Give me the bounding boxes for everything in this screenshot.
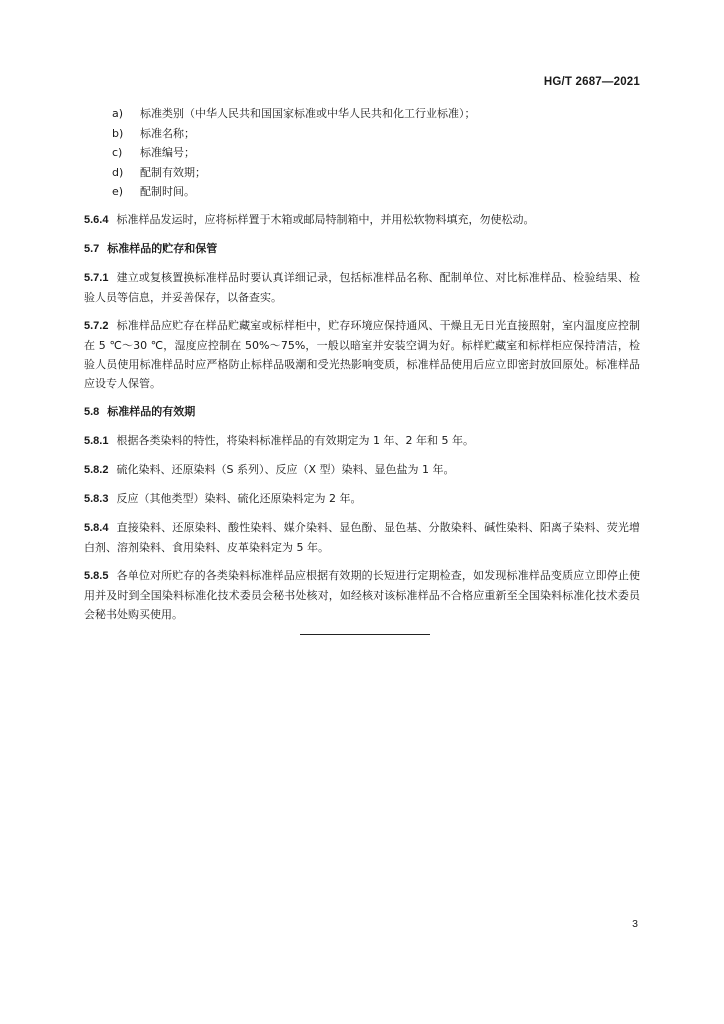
page-number: 3 [632, 918, 638, 930]
clause-number: 5.8.4 [84, 521, 109, 534]
list-item [84, 163, 640, 183]
section-number: 5.8 [84, 405, 100, 418]
list-item [84, 124, 640, 144]
clause-text: 反应（其他类型）染料、硫化还原染料定为 2 年。 [116, 491, 362, 505]
list-item [84, 182, 640, 202]
list-item-mark: e) [112, 185, 124, 198]
clause-text: 硫化染料、还原染料（S 系列）、反应（X 型）染料、显色盐为 1 年。 [116, 462, 455, 476]
clause-number: 5.7.1 [84, 271, 109, 284]
list-item-text: 配制时间。 [140, 185, 195, 198]
list-item-text: 标准编号； [140, 146, 195, 159]
clause-5-8-5 [84, 566, 640, 624]
list-item-text: 标准名称； [140, 126, 195, 140]
list-item [84, 143, 640, 163]
clause-text: 标准样品应贮存在样品贮藏室或标样柜中，贮存环境应保持通风、干燥且无日光直接照射，室内温度应控制在 5 ℃～30 ℃，湿度应控制在 50%～75%，一般以暗室并安装空调为好。标样贮藏室和标样柜应保持清洁，检验人员使用标准样品时应严格防止标样品吸潮和受光热影响变质，标准样品使用后应立即密封放回原处。标准样品应设专人保管。 [84, 318, 640, 390]
clause-number: 5.8.5 [84, 569, 109, 582]
section-title: 标准样品的贮存和保管 [107, 241, 218, 255]
clause-5-7-1 [84, 268, 640, 307]
section-heading-5-8 [84, 402, 640, 422]
clause-5-6-4 [84, 210, 640, 230]
list-item-mark: a) [112, 107, 124, 120]
clause-text: 标准样品发运时，应将标样置于木箱或邮局特制箱中，并用松软物料填充，勿使松动。 [116, 212, 535, 226]
clause-5-8-3 [84, 489, 640, 509]
list-item-text: 配制有效期； [140, 165, 206, 179]
clause-number: 5.8.1 [84, 434, 109, 447]
label-items-list [84, 104, 640, 202]
section-title: 标准样品的有效期 [107, 404, 196, 418]
clause-text: 根据各类染料的特性，将染料标准样品的有效期定为 1 年、2 年和 5 年。 [116, 433, 474, 447]
section-number: 5.7 [84, 242, 100, 255]
clause-5-8-1 [84, 431, 640, 451]
clause-text: 建立或复核置换标准样品时要认真详细记录，包括标准样品名称、配制单位、对比标准样品、检验结果、检验人员等信息，并妥善保存，以备查实。 [84, 270, 640, 304]
document-code: HG/T 2687—2021 [543, 76, 640, 88]
list-item-mark: c) [112, 146, 123, 159]
list-item [84, 104, 640, 124]
clause-number: 5.8.2 [84, 463, 109, 476]
list-item-mark: b) [112, 126, 124, 140]
clause-5-7-2 [84, 316, 640, 393]
clause-number: 5.8.3 [84, 492, 109, 505]
list-item-text: 标准类别（中华人民共和国国家标准或中华人民共和化工行业标准）； [140, 107, 476, 120]
clause-number: 5.6.4 [84, 213, 109, 226]
clause-text: 各单位对所贮存的各类染料标准样品应根据有效期的长短进行定期检查，如发现标准样品变质应立即停止使用并及时到全国染料标准化技术委员会秘书处核对，如经核对该标准样品不合格应重新至全国染料标准化技术委员会秘书处购买使用。 [84, 568, 640, 621]
clause-number: 5.7.2 [84, 319, 109, 332]
end-of-text-rule [300, 634, 430, 635]
clause-5-8-2 [84, 460, 640, 480]
clause-text: 直接染料、还原染料、酸性染料、媒介染料、显色酚、显色基、分散染料、碱性染料、阳离子染料、荧光增白剂、溶剂染料、食用染料、皮革染料定为 5 年。 [84, 520, 640, 554]
section-heading-5-7 [84, 239, 640, 259]
document-body [84, 104, 640, 633]
list-item-mark: d) [112, 165, 124, 179]
clause-5-8-4 [84, 518, 640, 557]
